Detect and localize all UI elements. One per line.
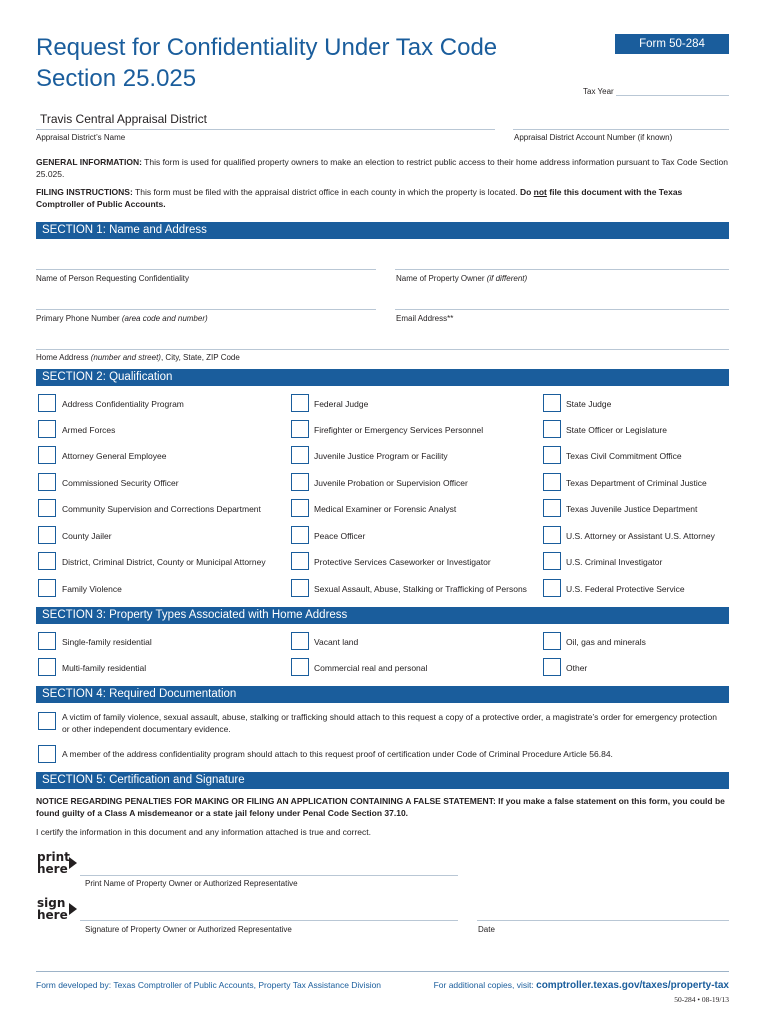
qualification-label: Federal Judge	[314, 399, 369, 409]
qualification-label: Sexual Assault, Abuse, Stalking or Trafficking of Persons	[314, 584, 527, 594]
qualification-checkbox-medical-examiner-or-forensic-analyst[interactable]	[291, 499, 309, 517]
documentation-text-2: A member of the address confidentiality program should attach to this request proof of certification under Code of Criminal Procedure Article 56.84.	[62, 749, 613, 759]
qualification-checkbox-state-officer-or-legislature[interactable]	[543, 420, 561, 438]
print-here-word-1: print	[37, 850, 70, 864]
qualification-checkbox-texas-department-of-criminal-justice[interactable]	[543, 473, 561, 491]
page-title: Request for Confidentiality Under Tax Code Section 25.025	[36, 34, 498, 92]
certification-statement: I certify the information in this document and any information attached is true and correct.	[36, 827, 371, 837]
qualification-checkbox-community-supervision-and-corrections-department[interactable]	[38, 499, 56, 517]
property-type-checkbox-commercial-real-and-personal[interactable]	[291, 658, 309, 676]
footer-url-link[interactable]: comptroller.texas.gov/taxes/property-tax	[536, 980, 729, 991]
general-information: GENERAL INFORMATION: This form is used for qualified property owners to make an election to restrict public access to their home address information pursuant to Tax Code Section 25.025.	[36, 157, 728, 179]
qualification-checkbox-state-judge[interactable]	[543, 394, 561, 412]
property-type-checkbox-oil-gas-and-minerals[interactable]	[543, 632, 561, 650]
account-number-label: Appraisal District Account Number (if known)	[514, 133, 673, 142]
qualification-checkbox-texas-juvenile-justice-department[interactable]	[543, 499, 561, 517]
date-field[interactable]	[477, 920, 729, 921]
filing-instructions: FILING INSTRUCTIONS: This form must be filed with the appraisal district office in each county in which the property is located. Do not file this document with the Texas Comptroller of Public Accounts.	[36, 187, 683, 209]
qualification-checkbox-family-violence[interactable]	[38, 579, 56, 597]
date-label: Date	[478, 925, 495, 934]
property-type-checkbox-other[interactable]	[543, 658, 561, 676]
qualification-label: Texas Department of Criminal Justice	[566, 478, 707, 488]
sign-here-arrow-icon	[69, 903, 77, 915]
qualification-checkbox-firefighter-or-emergency-services-personnel[interactable]	[291, 420, 309, 438]
qualification-checkbox-juvenile-probation-or-supervision-officer[interactable]	[291, 473, 309, 491]
qualification-checkbox-protective-services-caseworker-or-investigator[interactable]	[291, 552, 309, 570]
print-here-arrow-icon	[69, 857, 77, 869]
qualification-label: State Judge	[566, 399, 612, 409]
tax-year-field[interactable]	[616, 95, 729, 96]
qualification-label: State Officer or Legislature	[566, 425, 667, 435]
qualification-label: U.S. Federal Protective Service	[566, 584, 685, 594]
property-type-label: Oil, gas and minerals	[566, 637, 646, 647]
owner-name-field[interactable]	[395, 269, 729, 270]
qualification-checkbox-u-s-federal-protective-service[interactable]	[543, 579, 561, 597]
sign-here-word-2: here	[37, 908, 68, 922]
qualification-checkbox-attorney-general-employee[interactable]	[38, 446, 56, 464]
phone-label: Primary Phone Number (area code and number)	[36, 314, 208, 323]
appraisal-district-name-label: Appraisal District’s Name	[36, 133, 126, 142]
qualification-label: County Jailer	[62, 531, 112, 541]
qualification-checkbox-county-jailer[interactable]	[38, 526, 56, 544]
qualification-label: Armed Forces	[62, 425, 116, 435]
print-name-label: Print Name of Property Owner or Authorized Representative	[85, 879, 298, 888]
qualification-checkbox-u-s-criminal-investigator[interactable]	[543, 552, 561, 570]
qualification-checkbox-texas-civil-commitment-office[interactable]	[543, 446, 561, 464]
footer-divider	[36, 971, 729, 972]
qualification-label: Attorney General Employee	[62, 451, 167, 461]
section-3-header: SECTION 3: Property Types Associated with Home Address	[36, 607, 729, 624]
qualification-label: Juvenile Probation or Supervision Officer	[314, 478, 468, 488]
qualification-label: Juvenile Justice Program or Facility	[314, 451, 448, 461]
qualification-label: Protective Services Caseworker or Investigator	[314, 557, 491, 567]
qualification-label: Texas Juvenile Justice Department	[566, 504, 698, 514]
owner-name-label: Name of Property Owner (if different)	[396, 274, 528, 283]
qualification-label: Family Violence	[62, 584, 122, 594]
qualification-checkbox-armed-forces[interactable]	[38, 420, 56, 438]
form-number-badge: Form 50-284	[615, 34, 729, 54]
print-here-word-2: here	[37, 862, 68, 876]
qualification-label: Community Supervision and Corrections Department	[62, 504, 261, 514]
phone-field[interactable]	[36, 309, 376, 310]
qualification-label: U.S. Criminal Investigator	[566, 557, 663, 567]
qualification-checkbox-commissioned-security-officer[interactable]	[38, 473, 56, 491]
qualification-checkbox-u-s-attorney-or-assistant-u-s-attorney[interactable]	[543, 526, 561, 544]
documentation-text-1: A victim of family violence, sexual assault, abuse, stalking or trafficking should attach to this request a copy of a protective order, a magistrate’s order for emergency protection or other independent documentary evidence.	[62, 712, 717, 734]
appraisal-district-name-value[interactable]: Travis Central Appraisal District	[40, 112, 207, 126]
tax-year-label: Tax Year	[583, 87, 614, 96]
footer-form-code: 50-284 • 08-19/13	[674, 995, 729, 1004]
qualification-checkbox-address-confidentiality-program[interactable]	[38, 394, 56, 412]
documentation-checkbox-1[interactable]	[38, 712, 56, 730]
print-name-field[interactable]	[80, 875, 458, 876]
qualification-label: Medical Examiner or Forensic Analyst	[314, 504, 457, 514]
section-4-header: SECTION 4: Required Documentation	[36, 686, 729, 703]
qualification-checkbox-sexual-assault-abuse-stalking-or-trafficking-of-persons[interactable]	[291, 579, 309, 597]
signature-label: Signature of Property Owner or Authorized Representative	[85, 925, 292, 934]
property-type-label: Other	[566, 663, 588, 673]
property-type-label: Vacant land	[314, 637, 359, 647]
documentation-checkbox-2[interactable]	[38, 745, 56, 763]
signature-field[interactable]	[80, 920, 458, 921]
property-type-label: Multi-family residential	[62, 663, 147, 673]
appraisal-district-name-field	[36, 129, 495, 130]
penalty-notice: NOTICE REGARDING PENALTIES FOR MAKING OR FILING AN APPLICATION CONTAINING A FALSE STATEMENT: If you make a false statement on this form, you could be found guilty of a Class A misdemeanor or a state jail felony under Penal Code Section 37.10.	[36, 796, 725, 818]
home-address-label: Home Address (number and street), City, State, ZIP Code	[36, 353, 240, 362]
property-type-label: Single-family residential	[62, 637, 152, 647]
qualification-checkbox-peace-officer[interactable]	[291, 526, 309, 544]
email-label: Email Address**	[396, 314, 454, 323]
section-2-header: SECTION 2: Qualification	[36, 369, 729, 386]
qualification-label: U.S. Attorney or Assistant U.S. Attorney	[566, 531, 715, 541]
qualification-label: Address Confidentiality Program	[62, 399, 184, 409]
qualification-checkbox-district-criminal-district-county-or-municipal-attorney[interactable]	[38, 552, 56, 570]
qualification-checkbox-juvenile-justice-program-or-facility[interactable]	[291, 446, 309, 464]
home-address-field[interactable]	[36, 349, 729, 350]
property-type-checkbox-single-family-residential[interactable]	[38, 632, 56, 650]
qualification-label: Commissioned Security Officer	[62, 478, 179, 488]
qualification-label: Firefighter or Emergency Services Personnel	[314, 425, 484, 435]
qualification-label: District, Criminal District, County or Municipal Attorney	[62, 557, 266, 567]
sign-here-word-1: sign	[37, 896, 66, 910]
property-type-label: Commercial real and personal	[314, 663, 428, 673]
person-name-label: Name of Person Requesting Confidentiality	[36, 274, 189, 283]
qualification-label: Texas Civil Commitment Office	[566, 451, 682, 461]
property-type-checkbox-vacant-land[interactable]	[291, 632, 309, 650]
footer-developed-by: Form developed by: Texas Comptroller of Public Accounts, Property Tax Assistance Division	[36, 980, 382, 990]
account-number-field[interactable]	[513, 129, 729, 130]
section-1-header: SECTION 1: Name and Address	[36, 222, 729, 239]
footer-copies: For additional copies, visit: comptroller.texas.gov/taxes/property-tax	[433, 980, 729, 991]
qualification-checkbox-federal-judge[interactable]	[291, 394, 309, 412]
property-type-checkbox-multi-family-residential[interactable]	[38, 658, 56, 676]
email-field[interactable]	[395, 309, 729, 310]
person-name-field[interactable]	[36, 269, 376, 270]
section-5-header: SECTION 5: Certification and Signature	[36, 772, 729, 789]
qualification-label: Peace Officer	[314, 531, 366, 541]
